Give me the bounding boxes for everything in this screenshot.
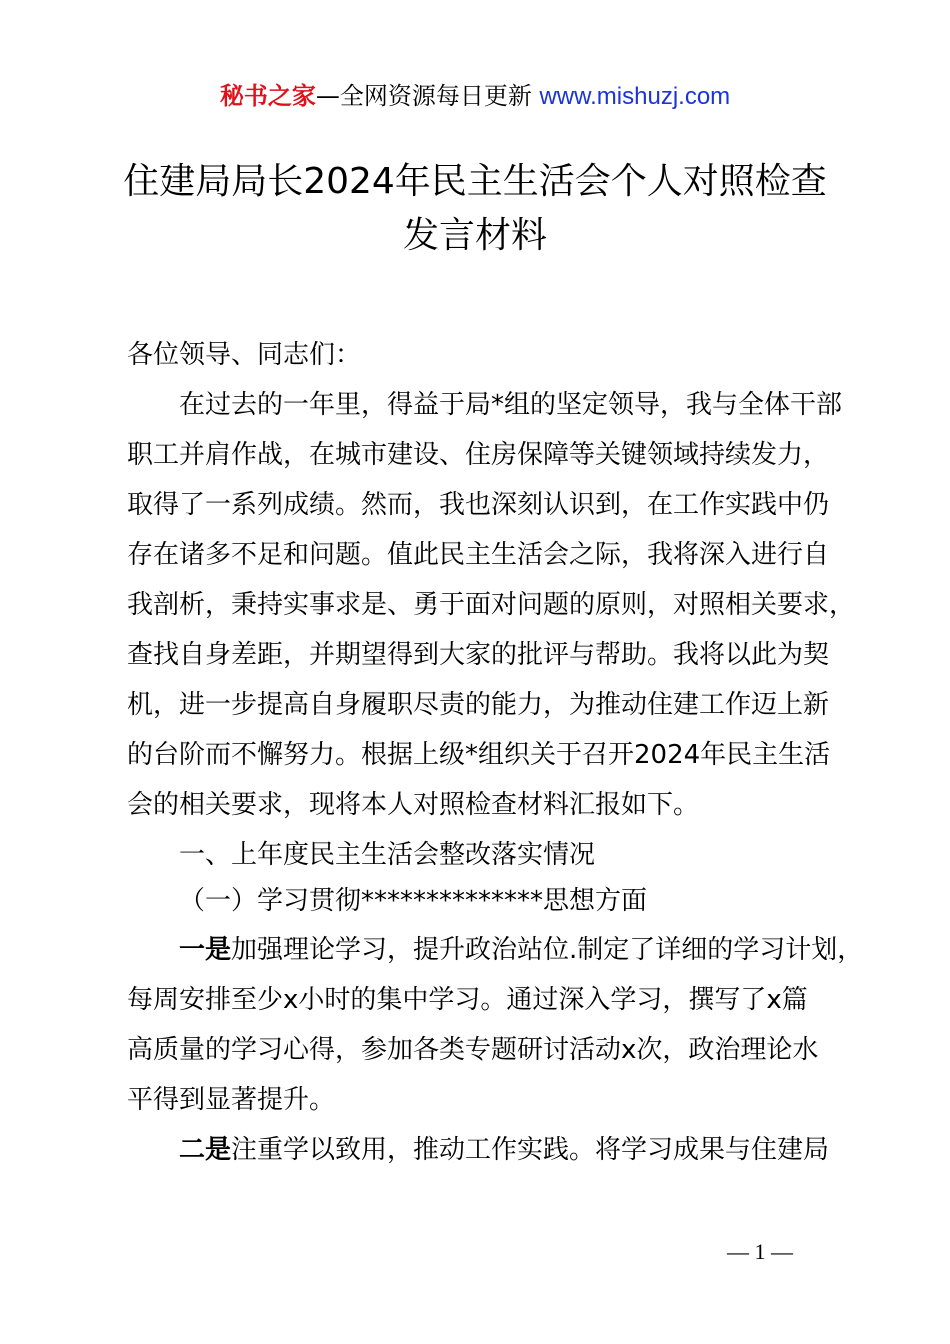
site-header: [0, 78, 950, 115]
intro-line: 会的相关要求，现将本人对照检查材料汇报如下。: [127, 790, 700, 820]
intro-line: 机，进一步提高自身履职尽责的能力，为推动住建工作迈上新: [127, 690, 830, 720]
point-1-line: 平得到显著提升。: [127, 1085, 336, 1115]
intro-line: 查找自身差距，并期望得到大家的批评与帮助。我将以此为契: [127, 640, 830, 670]
point-1-text: 加强理论学习，提升政治站位.制定了详细的学习计划，: [231, 935, 864, 965]
intro-line: 的台阶而不懈努力。根据上级*组织关于召开2024年民主生活: [127, 740, 831, 770]
point-1-line: 每周安排至少x小时的集中学习。通过深入学习，撰写了x篇: [127, 985, 808, 1015]
site-url-link[interactable]: www.mishuzj.com: [539, 83, 731, 110]
intro-line: 职工并肩作战，在城市建设、住房保障等关键领域持续发力，: [127, 440, 830, 470]
point-1-line: 高质量的学习心得，参加各类专题研讨活动x次，政治理论水: [127, 1035, 819, 1065]
intro-paragraph: [127, 380, 856, 830]
intro-line: 存在诸多不足和问题。值此民主生活会之际，我将深入进行自: [127, 540, 830, 570]
document-title-line-2: 发言材料: [402, 215, 547, 256]
point-2-paragraph: [127, 1125, 832, 1175]
point-2-text: 注重学以致用，推动工作实践。将学习成果与住建局: [231, 1135, 830, 1165]
point-1-paragraph: [127, 925, 864, 1125]
point-1-line: [127, 925, 864, 975]
intro-line: 在过去的一年里，得益于局*组的坚定领导，我与全体干部: [179, 390, 843, 420]
site-tagline: —全网资源每日更新: [315, 82, 532, 110]
site-brand: 秘书之家: [219, 82, 316, 110]
point-2-lead: 二是: [179, 1135, 232, 1165]
document-title: [0, 155, 950, 263]
salutation: 各位领导、同志们：: [127, 340, 362, 370]
intro-line: 取得了一系列成绩。然而，我也深刻认识到，在工作实践中仍: [127, 490, 830, 520]
document-title-line-1: 住建局局长2024年民主生活会个人对照检查: [123, 161, 827, 202]
page-number: — 1 —: [727, 1239, 793, 1264]
intro-line: 我剖析，秉持实事求是、勇于面对问题的原则，对照相关要求，: [127, 590, 856, 620]
subsection-heading-1: （一）学习贯彻**************思想方面: [179, 886, 648, 916]
section-heading-1: 一、上年度民主生活会整改落实情况: [179, 840, 596, 870]
point-1-lead: 一是: [179, 935, 232, 965]
